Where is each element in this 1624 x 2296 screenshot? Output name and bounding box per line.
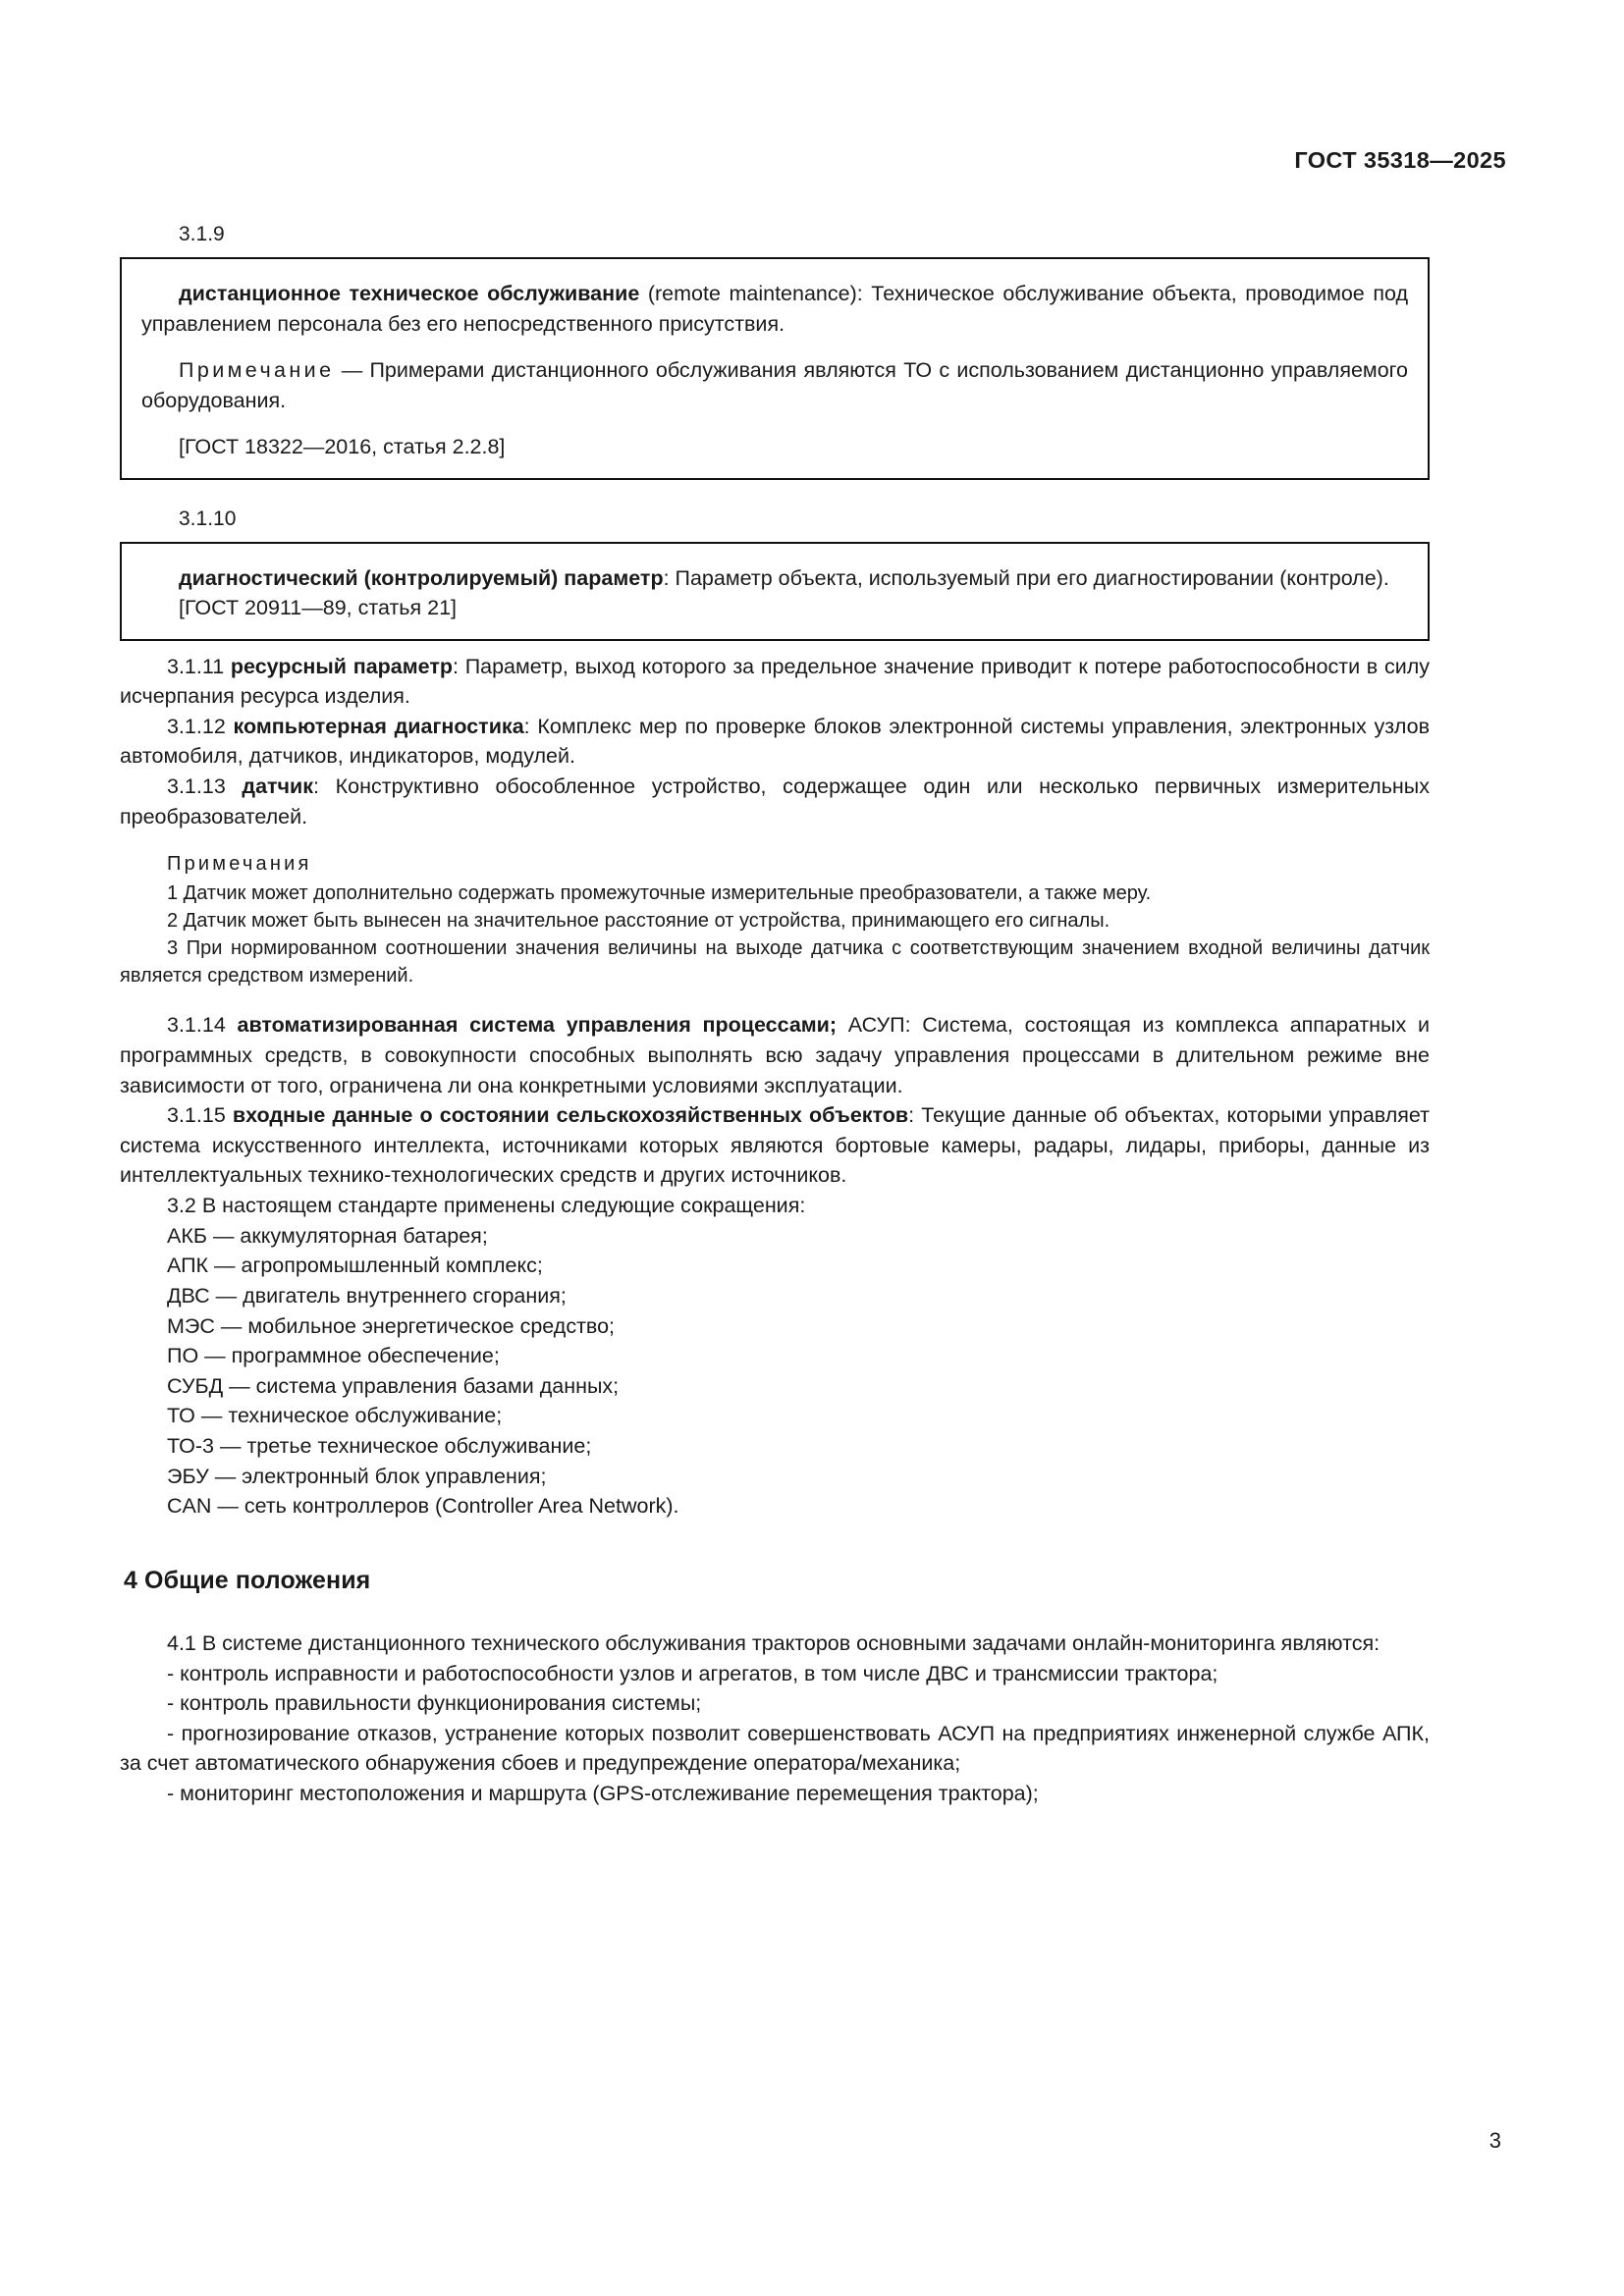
note-label: Примечание <box>179 358 335 383</box>
definition-text-diagnostic-parameter <box>141 563 1408 594</box>
abbreviation-item: АКБ — аккумуляторная батарея; <box>167 1223 488 1248</box>
definition-box-remote-maintenance <box>120 257 1430 480</box>
clause-4-1-bullet: - мониторинг местоположения и маршрута (GPS-отслеживание перемещения трактора); <box>167 1782 1039 1806</box>
term-name: ресурсный параметр <box>230 654 453 678</box>
term-block-3-1-13 <box>120 772 1430 831</box>
page-header-standard-number: ГОСТ 35318—2025 <box>1294 147 1506 173</box>
abbreviation-item: МЭС — мобильное энергетическое средство; <box>167 1313 616 1338</box>
abbreviation-item: СУБД — система управления базами данных; <box>167 1373 620 1398</box>
clause-4-1-bullet: - прогнозирование отказов, устранение которых позволит совершенствовать АСУП на предприятиях инженерной службе АПК, за счет автоматического обнаружения сбоев и предупреждение оператора/механика; <box>120 1721 1430 1776</box>
note-item: 3 При нормированном соотношении значения величины на выходе датчика с соответствующим значением входной величины датчик является средством измерений. <box>120 937 1430 988</box>
definition-term: дистанционное техническое обслуживание <box>179 282 640 305</box>
term-number: 3.1.13 <box>167 774 243 799</box>
term-block-3-1-15 <box>120 1100 1430 1191</box>
term-definition: : Текущие данные об объектах, которыми управляет система искусственного интеллекта, источниками которых являются бортовые камеры, радары, лидары, приборы, данные из интеллектуальных технико-технологических средств и других источников. <box>120 1103 1431 1188</box>
abbreviations-intro: 3.2 В настоящем стандарте применены следующие сокращения: <box>167 1194 806 1218</box>
definition-term: диагностический (контролируемый) параметр <box>179 565 664 590</box>
term-definition: : Комплекс мер по проверке блоков электронной системы управления, электронных узлов автомобиля, датчиков, индикаторов, модулей. <box>120 714 1430 769</box>
definition-source-reference: [ГОСТ 20911—89, статья 21] <box>179 596 457 620</box>
abbreviation-item: ТО — техническое обслуживание; <box>167 1404 503 1428</box>
definition-source-reference: [ГОСТ 18322—2016, статья 2.2.8] <box>179 435 506 459</box>
clause-number-3-1-9: 3.1.9 <box>179 223 225 245</box>
clause-4-1-bullet: - контроль правильности функционирования системы; <box>167 1691 702 1716</box>
abbreviation-item: ПО — программное обеспечение; <box>167 1344 500 1368</box>
term-name: компьютерная диагностика <box>233 714 524 738</box>
abbreviation-item: CAN — сеть контроллеров (Controller Area Network). <box>167 1494 679 1519</box>
term-paragraph <box>120 772 1430 831</box>
document-content <box>120 224 1430 1809</box>
definition-body: : Техническое обслуживание объекта, проводимое под управлением персонала без его непосредственного присутствия. <box>141 282 1408 336</box>
term-number: 3.1.12 <box>167 714 234 738</box>
clause-4-1-intro: 4.1 В системе дистанционного технического обслуживания тракторов основными задачами онлайн-мониторинга являются: <box>167 1630 1380 1655</box>
term-paragraph <box>120 652 1430 712</box>
term-name: датчик <box>242 774 314 799</box>
notes-title: Примечания <box>167 853 312 876</box>
definition-body: : Параметр объекта, используемый при его диагностировании (контроле). <box>663 565 1389 590</box>
term-definition: АСУП: Система, состоящая из комплекса аппаратных и программных средств, в совокупности способных выполнять всю задачу управления процессами в длительном режиме вне зависимости от того, ограничена ли она конкретными условиями эксплуатации. <box>120 1013 1430 1097</box>
term-name: автоматизированная система управления процессами; <box>237 1013 838 1038</box>
note-item: 2 Датчик может быть вынесен на значительное расстояние от устройства, принимающего его сигналы. <box>167 910 1110 933</box>
section-heading-4: 4 Общие положения <box>124 1566 371 1594</box>
clause-number-3-1-10: 3.1.10 <box>179 507 237 530</box>
clause-4-1-bullet: - контроль исправности и работоспособности узлов и агрегатов, в том числе ДВС и трансмиссии трактора; <box>167 1661 1218 1685</box>
definition-box-diagnostic-parameter <box>120 542 1430 641</box>
term-number: 3.1.14 <box>167 1013 238 1038</box>
note-item: 1 Датчик может дополнительно содержать промежуточные измерительные преобразователи, а также меру. <box>167 882 1152 905</box>
abbreviations-list <box>120 1221 1430 1522</box>
term-paragraph <box>120 1100 1430 1191</box>
term-block-3-1-12 <box>120 712 1430 772</box>
note-body: — Примерами дистанционного обслуживания являются ТО с использованием дистанционно управляемого оборудования. <box>141 358 1408 412</box>
abbreviation-item: ЭБУ — электронный блок управления; <box>167 1464 547 1488</box>
definition-text-remote-maintenance <box>141 279 1408 339</box>
notes-list <box>120 853 1430 989</box>
term-number: 3.1.11 <box>167 654 231 678</box>
definition-note-remote-maintenance <box>141 355 1408 415</box>
term-number: 3.1.15 <box>167 1103 233 1128</box>
term-block-3-1-14 <box>120 1010 1430 1100</box>
term-block-3-1-11 <box>120 652 1430 712</box>
term-name: входные данные о состоянии сельскохозяйственных объектов <box>232 1103 909 1128</box>
page-number: 3 <box>1489 2128 1501 2153</box>
term-definition: : Параметр, выход которого за предельное значение приводит к потере работоспособности в силу исчерпания ресурса изделия. <box>120 654 1431 709</box>
definition-english-equivalent: (remote maintenance) <box>639 282 857 305</box>
term-definition: : Конструктивно обособленное устройство, содержащее один или несколько первичных измерительных преобразователей. <box>120 774 1431 828</box>
term-paragraph <box>120 1010 1430 1100</box>
abbreviation-item: ТО-3 — третье техническое обслуживание; <box>167 1434 592 1459</box>
abbreviation-item: ДВС — двигатель внутреннего сгорания; <box>167 1283 567 1308</box>
abbreviation-item: АПК — агропромышленный комплекс; <box>167 1254 543 1278</box>
term-paragraph <box>120 712 1430 772</box>
